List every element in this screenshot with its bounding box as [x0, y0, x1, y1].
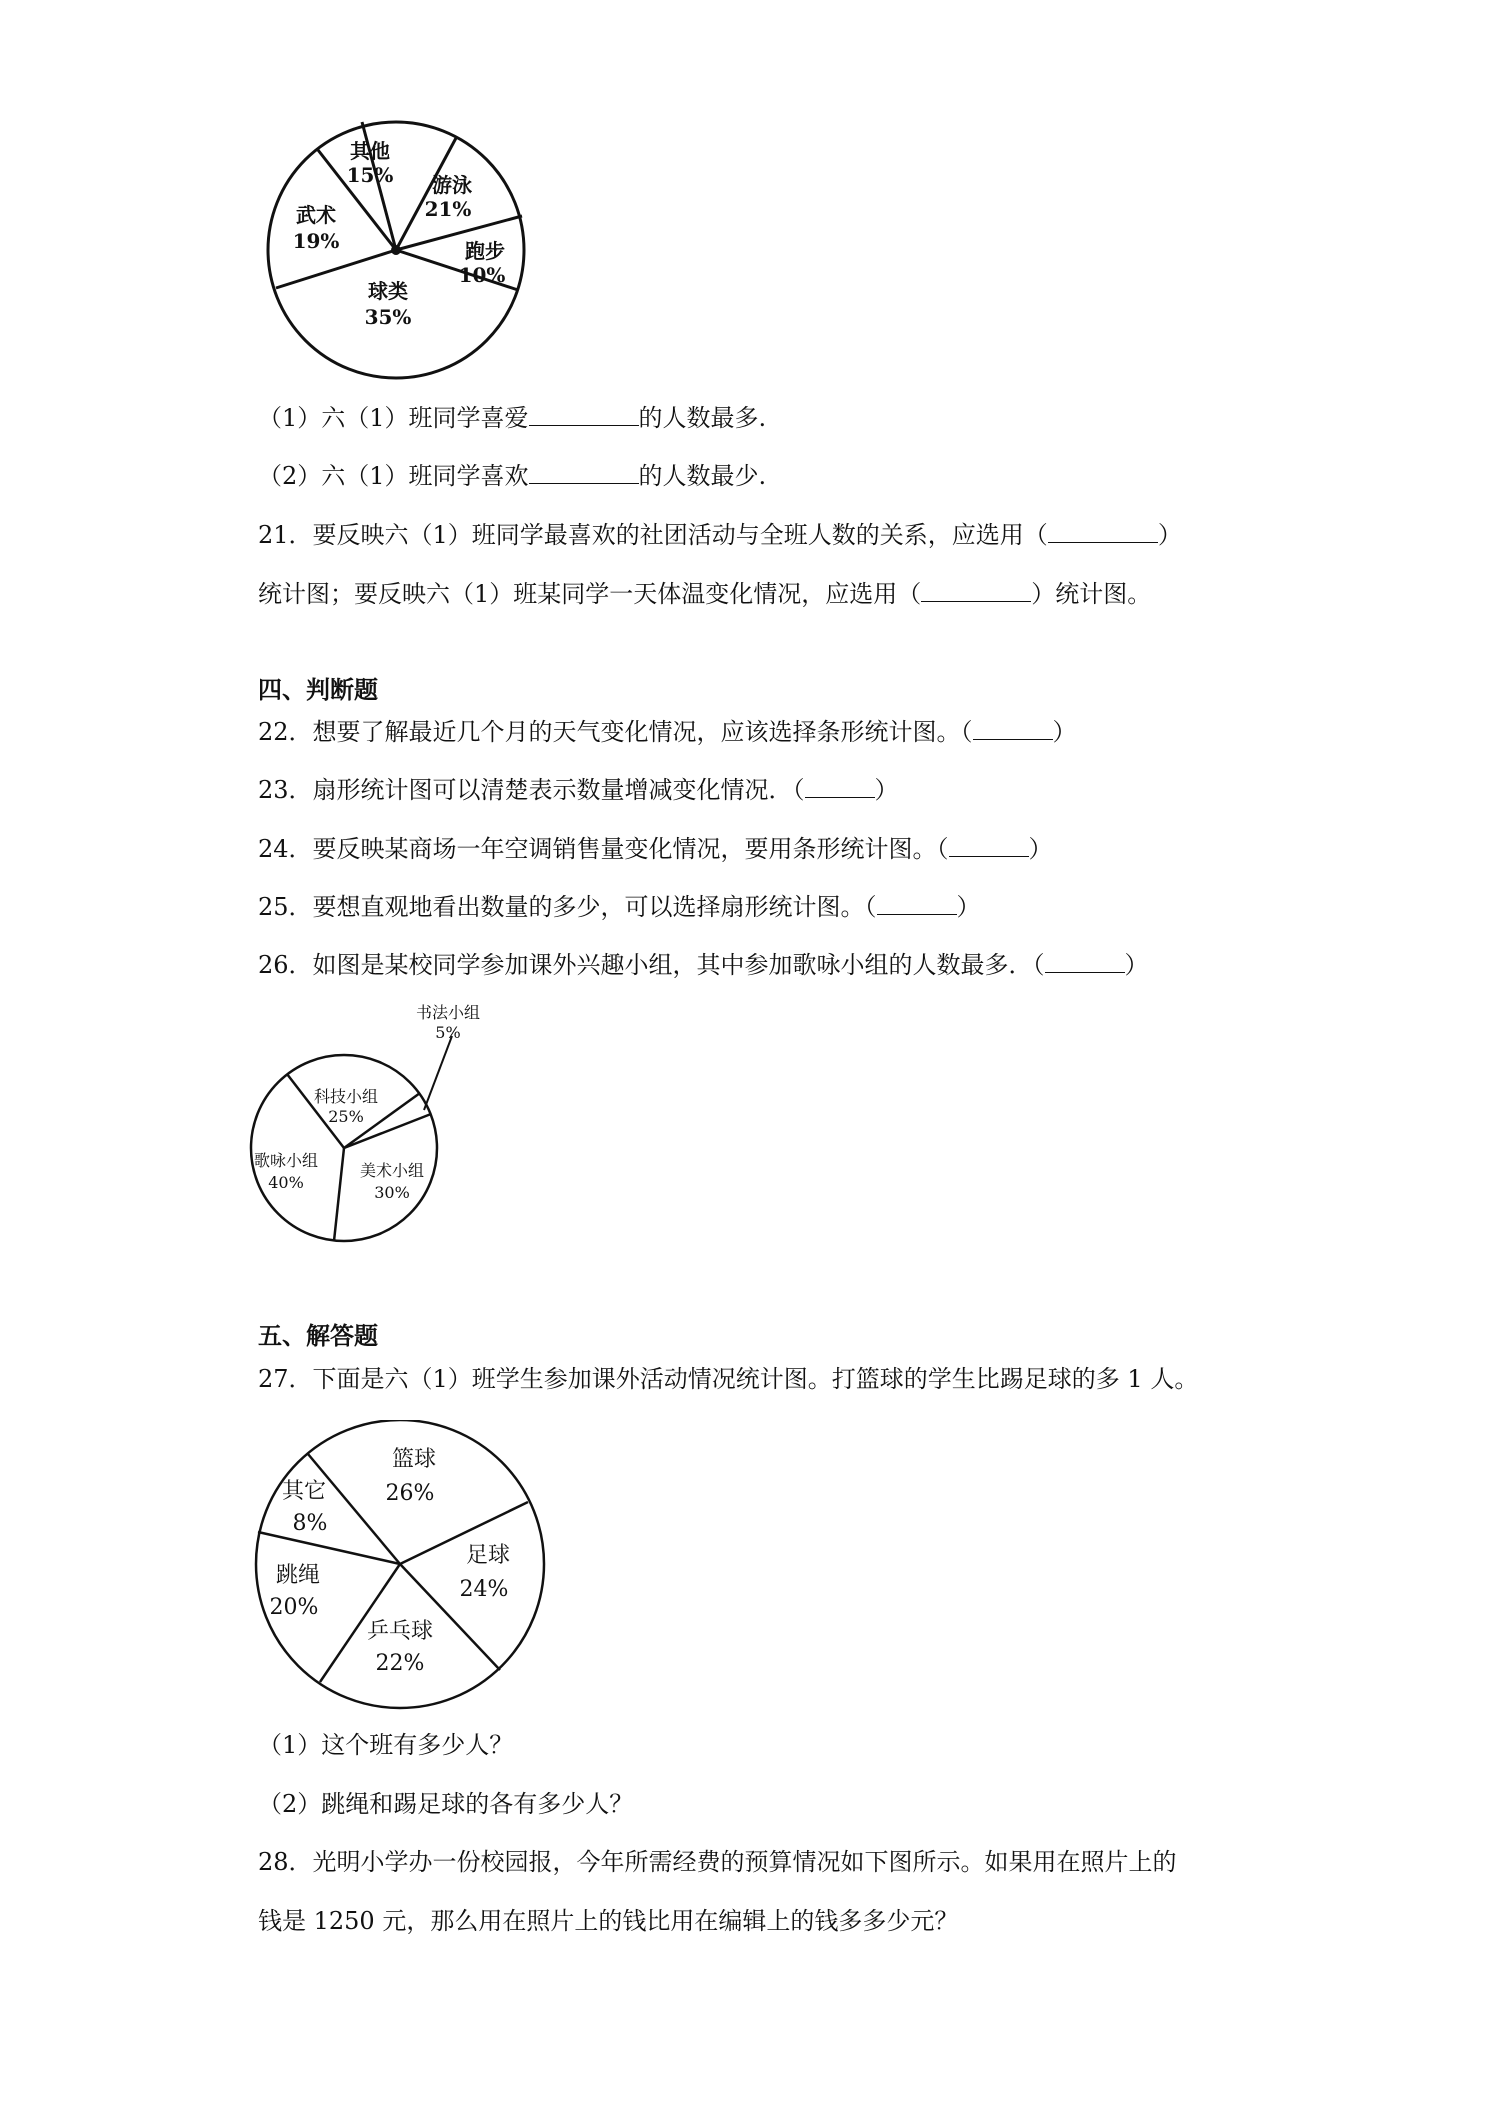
pie2-label-pct: 25% — [328, 1107, 364, 1126]
pie2-label-pct: 40% — [268, 1173, 304, 1192]
pie3-label-name: 篮球 — [391, 1447, 437, 1472]
question-20-part-1 — [258, 403, 766, 433]
question-21-line-2 — [258, 579, 1151, 609]
question-text: 21．要反映六（1）班同学最喜欢的社团活动与全班人数的关系，应选用（ — [258, 521, 1048, 549]
pie3-label-pct: 26% — [385, 1481, 435, 1506]
question-text: ） — [1124, 951, 1149, 979]
pie1-center — [391, 245, 401, 255]
section-4-title: 四、判断题 — [258, 676, 378, 704]
pie1-label-pct: 10% — [458, 263, 506, 287]
pie1-label-name: 跑步 — [465, 239, 505, 263]
answer-blank — [949, 834, 1029, 857]
pie2-label-name: 歌咏小组 — [253, 1151, 319, 1170]
answer-blank — [877, 892, 957, 915]
question-text: ） — [956, 893, 981, 921]
pie2-label-name: 美术小组 — [359, 1161, 425, 1180]
question-text: 25．要想直观地看出数量的多少，可以选择扇形统计图。（ — [258, 893, 877, 921]
question-27: 27．下面是六（1）班学生参加课外活动情况统计图。打篮球的学生比踢足球的多 1 人。 — [258, 1365, 1199, 1393]
answer-blank — [1048, 520, 1158, 543]
activity-pie-chart — [260, 110, 530, 390]
question-28-line-1: 28．光明小学办一份校园报，今年所需经费的预算情况如下图所示。如果用在照片上的 — [258, 1848, 1177, 1876]
pie1-label-pct: 15% — [346, 163, 394, 187]
pie1-label-pct: 19% — [292, 229, 340, 253]
question-text: 统计图；要反映六（1）班某同学一天体温变化情况，应选用（ — [258, 580, 922, 608]
question-text: （2）六（1）班同学喜欢 — [258, 462, 529, 490]
pie1-label-pct: 21% — [424, 197, 472, 221]
answer-blank — [1045, 950, 1125, 973]
question-text: 22．想要了解最近几个月的天气变化情况，应该选择条形统计图。（ — [258, 718, 973, 746]
pie2-callout-line — [424, 1036, 452, 1110]
pie2-callout-name: 书法小组 — [415, 1003, 481, 1022]
pie3-label-pct: 8% — [292, 1511, 328, 1536]
question-text: （1）六（1）班同学喜爱 — [258, 404, 529, 432]
question-27-part-2: （2）跳绳和踢足球的各有多少人？ — [258, 1790, 634, 1818]
pie3-label-pct: 24% — [459, 1577, 509, 1602]
answer-blank — [529, 403, 639, 426]
pie1-label-name: 其他 — [350, 139, 390, 163]
question-text: ） — [874, 776, 899, 804]
question-text: ） — [1052, 718, 1077, 746]
question-21-line-1 — [258, 520, 1182, 550]
pie3-label-name: 其它 — [281, 1479, 327, 1504]
pie1-label-name: 游泳 — [432, 173, 472, 197]
pie2-label-name: 科技小组 — [313, 1087, 379, 1106]
interest-group-pie-chart — [240, 1000, 500, 1270]
question-26 — [258, 950, 1149, 980]
pie3-label-pct: 20% — [269, 1595, 319, 1620]
pie3-label-name: 跳绳 — [275, 1563, 321, 1588]
pie1-label-name: 球类 — [368, 279, 408, 303]
pie1-label-pct: 35% — [364, 305, 412, 329]
question-text: 的人数最少. — [638, 462, 767, 490]
question-20-part-2 — [258, 461, 766, 491]
pie1-label-name: 武术 — [296, 203, 336, 227]
question-23 — [258, 775, 899, 805]
answer-blank — [805, 775, 875, 798]
question-22 — [258, 717, 1077, 747]
pie2-callout-pct: 5% — [435, 1023, 461, 1042]
question-24 — [258, 834, 1053, 864]
answer-blank — [921, 579, 1031, 602]
question-25 — [258, 892, 981, 922]
extracurricular-pie-chart — [248, 1420, 560, 1710]
question-text: ）统计图。 — [1031, 580, 1152, 608]
question-text: ） — [1157, 521, 1182, 549]
question-27-part-1: （1）这个班有多少人？ — [258, 1731, 514, 1759]
question-text: 24．要反映某商场一年空调销售量变化情况，要用条形统计图。（ — [258, 835, 949, 863]
question-text: 26．如图是某校同学参加课外兴趣小组，其中参加歌咏小组的人数最多．（ — [258, 951, 1045, 979]
question-text: ） — [1028, 835, 1053, 863]
pie2-label-pct: 30% — [374, 1183, 410, 1202]
answer-blank — [973, 717, 1053, 740]
answer-blank — [529, 461, 639, 484]
section-5-title: 五、解答题 — [258, 1322, 378, 1350]
pie3-label-pct: 22% — [375, 1651, 425, 1676]
question-text: 23．扇形统计图可以清楚表示数量增减变化情况．（ — [258, 776, 805, 804]
question-28-line-2: 钱是 1250 元，那么用在照片上的钱比用在编辑上的钱多多少元？ — [258, 1907, 959, 1935]
pie3-label-name: 足球 — [465, 1543, 511, 1568]
pie2-divider — [334, 1148, 344, 1241]
pie3-label-name: 乒乓球 — [366, 1619, 434, 1644]
question-text: 的人数最多. — [638, 404, 767, 432]
